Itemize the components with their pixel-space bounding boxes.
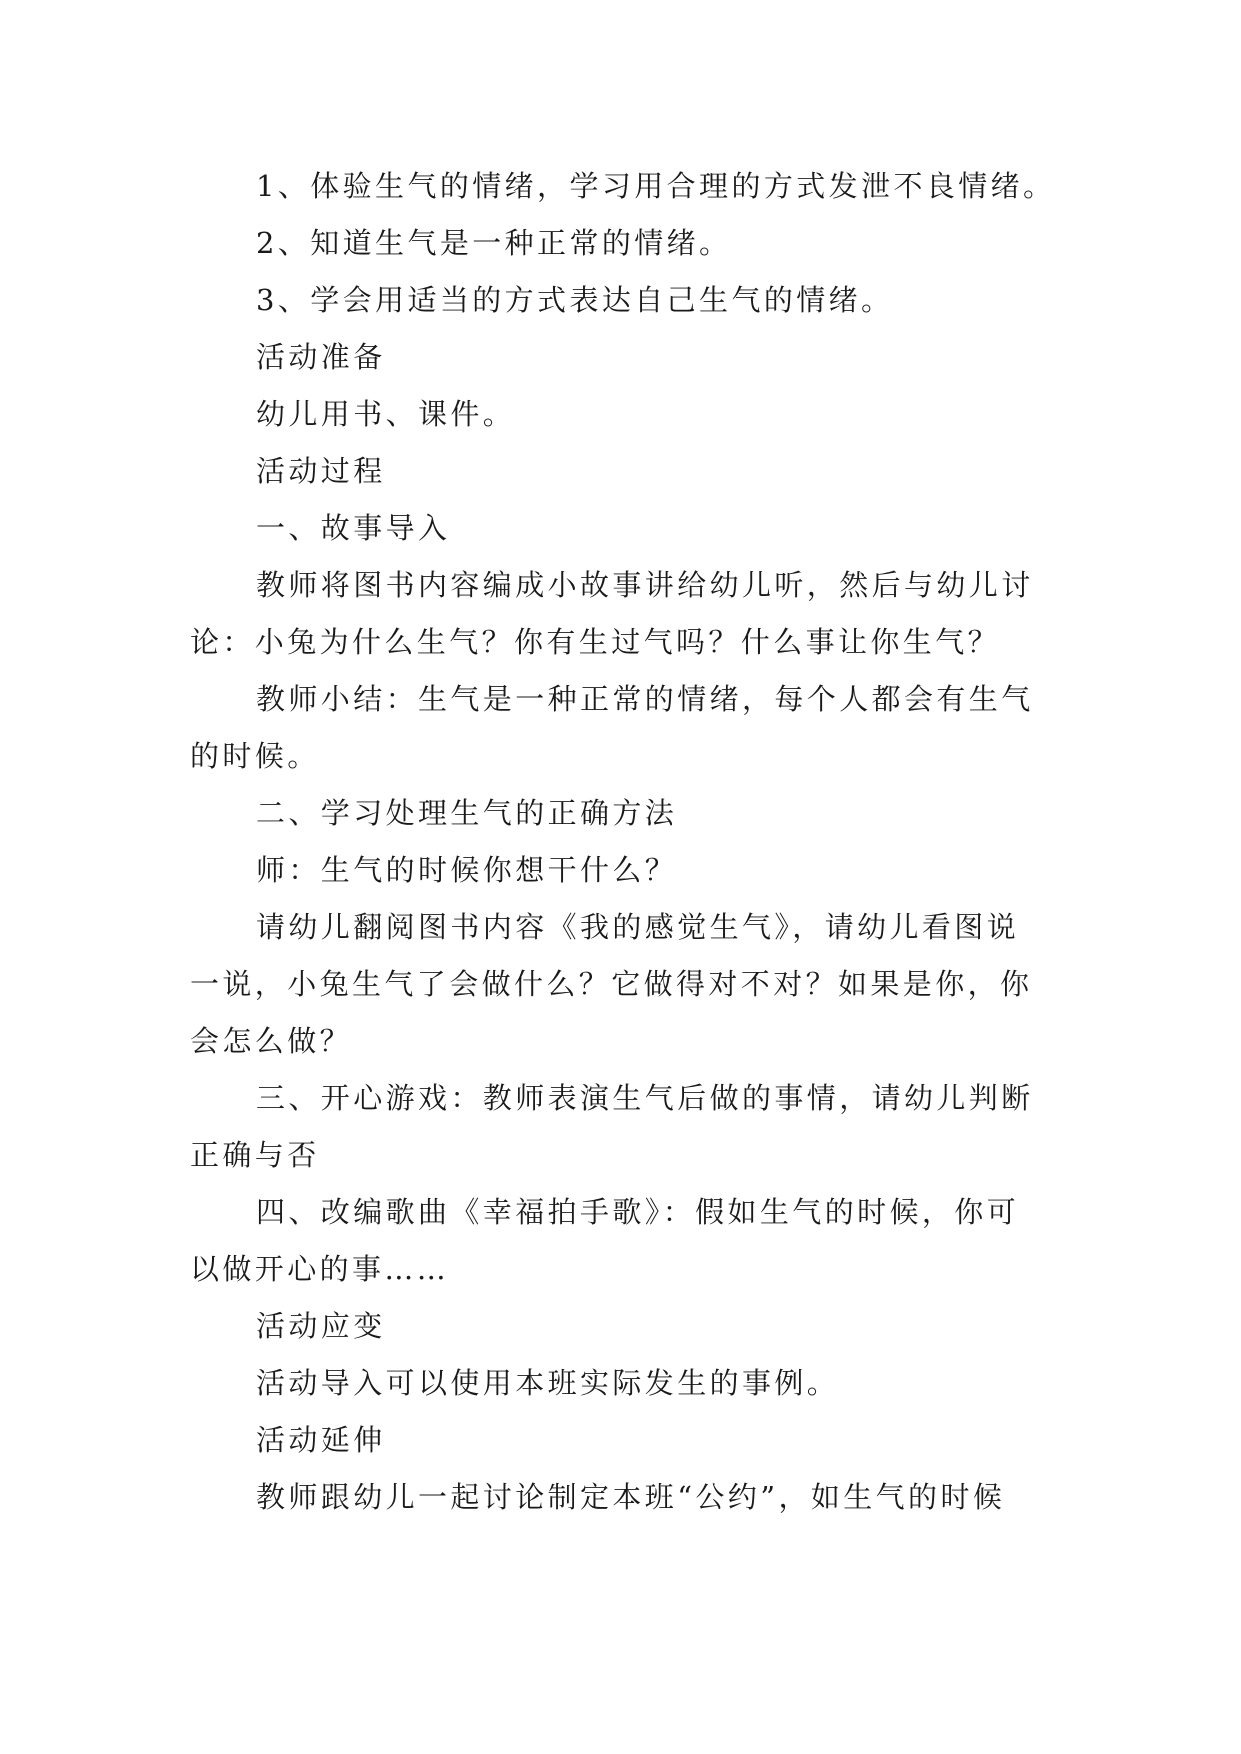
text-line: 四、改编歌曲《幸福拍手歌》：假如生气的时候，你可	[256, 1195, 1020, 1229]
text-line: 教师跟幼儿一起讨论制定本班“公约”，如生气的时候	[256, 1480, 1006, 1514]
section-heading: 活动准备	[256, 340, 386, 374]
text-line: 教师将图书内容编成小故事讲给幼儿听，然后与幼儿讨	[256, 568, 1034, 602]
text-line: 师：生气的时候你想干什么？	[256, 853, 678, 887]
text-line: 的时候。	[190, 739, 320, 773]
text-line: 以做开心的事……	[190, 1252, 450, 1286]
text-line: 教师小结：生气是一种正常的情绪，每个人都会有生气	[256, 682, 1034, 716]
section-heading: 活动应变	[256, 1309, 386, 1343]
text-line: 三、开心游戏：教师表演生气后做的事情，请幼儿判断	[256, 1081, 1034, 1115]
section-heading: 活动过程	[256, 454, 386, 488]
text-line: 一、故事导入	[256, 511, 451, 545]
text-line: 二、学习处理生气的正确方法	[256, 796, 678, 830]
text-line: 3、学会用适当的方式表达自己生气的情绪。	[256, 283, 894, 317]
text-line: 会怎么做？	[190, 1024, 353, 1058]
text-line: 一说，小兔生气了会做什么？它做得对不对？如果是你，你	[190, 967, 1033, 1001]
text-line: 论：小兔为什么生气？你有生过气吗？什么事让你生气？	[190, 625, 1001, 659]
text-line: 正确与否	[190, 1138, 320, 1172]
section-heading: 活动延伸	[256, 1423, 386, 1457]
text-line: 请幼儿翻阅图书内容《我的感觉生气》，请幼儿看图说	[256, 910, 1020, 944]
text-line: 1、体验生气的情绪，学习用合理的方式发泄不良情绪。	[256, 169, 1056, 203]
text-line: 活动导入可以使用本班实际发生的事例。	[256, 1366, 840, 1400]
text-line: 2、知道生气是一种正常的情绪。	[256, 226, 732, 260]
text-line: 幼儿用书、课件。	[256, 397, 516, 431]
